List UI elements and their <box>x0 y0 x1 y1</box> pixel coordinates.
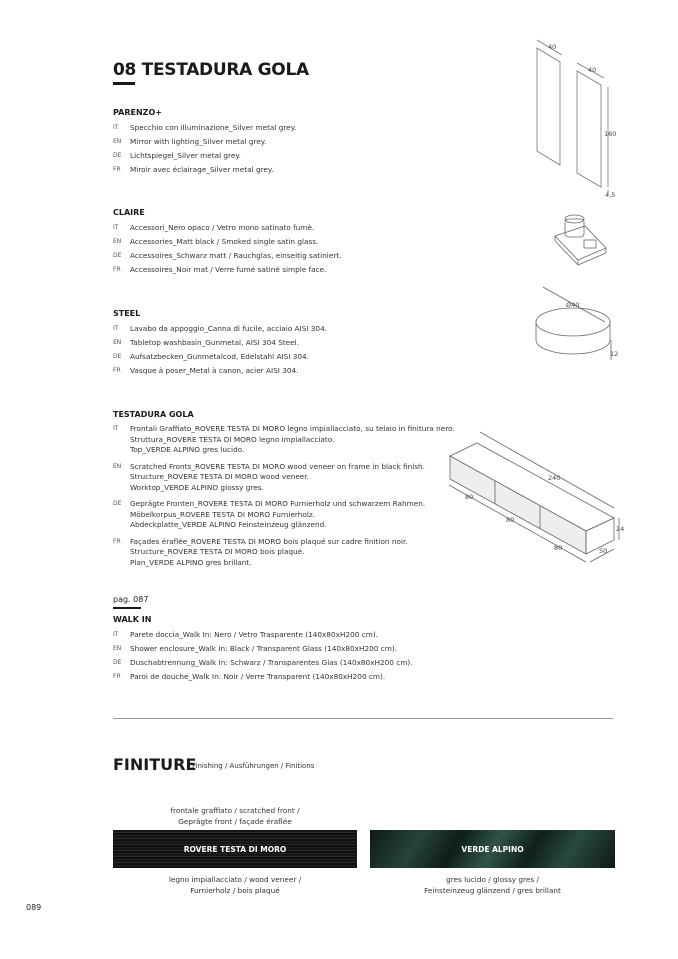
dimension-label: 240 <box>548 474 561 482</box>
lang-code: EN <box>113 238 122 245</box>
dimension-label: 40 <box>548 43 557 51</box>
spec-text: Tabletop washbasin_Gunmetal, AISI 304 Steel. <box>130 338 300 347</box>
section-heading: STEEL <box>113 309 141 318</box>
lang-code: FR <box>113 673 121 680</box>
page-title: 08 TESTADURA GOLA <box>113 60 309 80</box>
mirror-drawing <box>537 40 608 195</box>
section-walk-in <box>113 595 493 685</box>
spec-text: Mirror with lighting_Silver metal grey. <box>130 137 267 146</box>
spec-text: Lichtspiegel_Silver metal grey. <box>130 151 241 160</box>
spec-text: Shower enclosure_Walk In: Black / Transparent Glass (140x80xH200 cm). <box>130 644 398 653</box>
lang-code: DE <box>113 353 122 360</box>
finish-bottom-caption: gres lucido / glossy gres / Feinsteinzeug glänzend / gres brillant <box>424 875 561 895</box>
spec-text: Duschabtrennung_Walk In: Schwarz / Transparentes Glas (140x80xH200 cm). <box>130 658 413 667</box>
page-reference-underline <box>113 607 141 609</box>
finishes-title: FINITURE <box>113 755 197 774</box>
dimension-label: 80 <box>506 516 515 524</box>
spec-text: Specchio con illuminazione_Silver metal grey. <box>130 123 297 132</box>
lang-code: IT <box>113 631 119 638</box>
section-heading: PARENZO+ <box>113 108 162 117</box>
dimension-label: 80 <box>554 544 563 552</box>
finishes-subtitle: Finishing / Ausführungen / Finitions <box>192 762 315 770</box>
spec-text: Accessories_Matt black / Smoked single satin glass. <box>130 237 319 246</box>
lang-code: EN <box>113 339 122 346</box>
lang-code: FR <box>113 367 121 374</box>
page-reference-link[interactable]: pag. 087 <box>113 595 149 604</box>
finish-swatch-verde-alpino <box>370 830 615 868</box>
spec-text: Accessori_Nero opaco / Vetro mono satinato fumè. <box>130 223 315 232</box>
lang-code: IT <box>113 124 119 131</box>
lang-code: FR <box>113 166 121 173</box>
dimension-label: 50 <box>599 547 608 555</box>
lang-code: IT <box>113 425 119 432</box>
lang-code: IT <box>113 224 119 231</box>
spec-line <box>113 657 493 668</box>
section-heading: TESTADURA GOLA <box>113 410 194 419</box>
spec-text: Geprägte Fronten_ROVERE TESTA DI MORO Furnierholz und schwarzem Rahmen. Möbelkorpus_ROVERE TESTA DI MORO Furnierholz. Abdeckplatte_VERDE ALPINO Feinsteinzeug glänzend. <box>130 499 426 529</box>
washbasin-drawing <box>536 287 611 360</box>
spec-text: Accessoires_Noir mat / Verre fumé satiné simple face. <box>130 265 327 274</box>
spec-text: Vasque à poser_Metal à canon, acier AISI 304. <box>130 366 299 375</box>
spec-text: Miroir avec éclairage_Silver metal grey. <box>130 165 274 174</box>
dimension-label: 160 <box>604 130 617 138</box>
section-heading: WALK IN <box>113 615 152 624</box>
spec-text: Accessoires_Schwarz matt / Rauchglas, einseitig satiniert. <box>130 251 342 260</box>
spec-text: Aufsatzbecken_Gunmetalcod, Edelstahl AISI 304. <box>130 352 309 361</box>
section-divider <box>113 718 613 719</box>
dimension-label: 80 <box>465 493 474 501</box>
dimension-label: 4,5 <box>605 191 616 199</box>
spec-line <box>113 629 493 640</box>
dimension-label: Ø40 <box>566 301 580 309</box>
finish-swatch-rovere <box>113 830 357 868</box>
spec-text: Parete doccia_Walk In: Nero / Vetro Trasparente (140x80xH200 cm). <box>130 630 379 639</box>
lang-code: DE <box>113 152 122 159</box>
lang-code: EN <box>113 138 122 145</box>
lang-code: DE <box>113 659 122 666</box>
accessory-drawing <box>555 215 606 265</box>
lang-code: DE <box>113 500 122 507</box>
finish-top-caption: frontale graffiato / scratched front / Geprägte front / façade éraflée <box>170 806 300 826</box>
lang-code: FR <box>113 537 121 545</box>
vanity-unit-drawing <box>449 432 619 562</box>
dimension-label: 40 <box>588 66 597 74</box>
section-heading: CLAIRE <box>113 208 145 217</box>
spec-text: Frontali Graffiato_ROVERE TESTA DI MORO legno impiallacciato, su telaio in finitura nero. Struttura_ROVERE TESTA DI MORO legno impiallacciato. Top_VERDE ALPINO gres lucido. <box>130 424 455 454</box>
finish-bottom-caption: legno impiallacciato / wood veneer / Furnierholz / bois plaqué <box>168 875 302 895</box>
finish-label: ROVERE TESTA DI MORO <box>183 844 287 854</box>
spec-text: Façades éraflée_ROVERE TESTA DI MORO bois plaqué sur cadre finition noir. Structure_ROVERE TESTA DI MORO bois plaqué. Plan_VERDE ALPINO gres brillant. <box>130 536 408 567</box>
lang-code: IT <box>113 325 119 332</box>
spec-text: Lavabo da appoggio_Canna di fucile, acciaio AISI 304. <box>130 324 328 333</box>
spec-text: Scratched Fronts_ROVERE TESTA DI MORO wood veneer on frame in black finish. Structure_ROVERE TESTA DI MORO wood veneer. Worktop_VERDE ALPINO glossy gres. <box>130 461 426 492</box>
spec-text: Paroi de douche_Walk In: Noir / Verre Transparent (140x80xH200 cm). <box>130 672 386 681</box>
page-number: 089 <box>26 903 42 912</box>
lang-code: FR <box>113 266 121 273</box>
lang-code: DE <box>113 252 122 259</box>
lang-code: EN <box>113 645 122 652</box>
lang-code: EN <box>113 462 122 470</box>
finish-label: VERDE ALPINO <box>461 844 524 854</box>
spec-line <box>113 643 493 654</box>
spec-line <box>113 671 493 682</box>
dimension-label: 12 <box>610 350 619 358</box>
dimension-label: 24 <box>616 525 625 533</box>
